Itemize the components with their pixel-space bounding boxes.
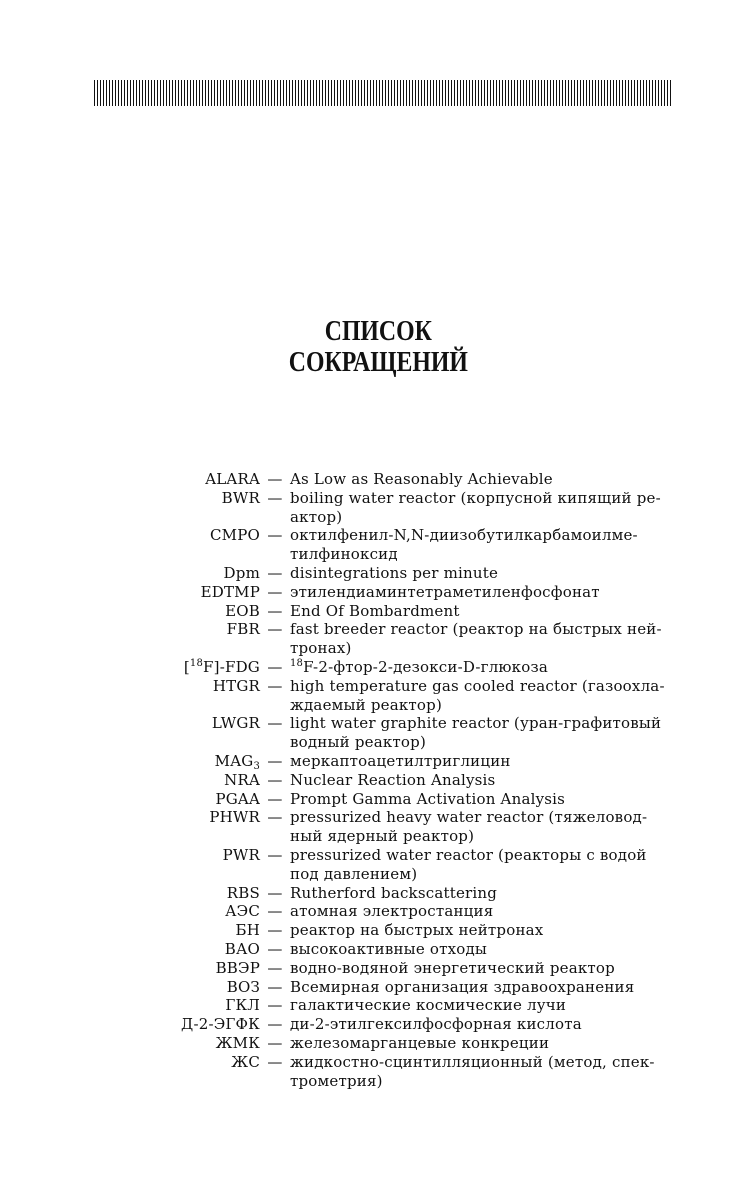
list-item [160,470,680,489]
abbreviation: PWR [222,845,260,864]
definition [290,921,680,940]
abbreviation-part: F]-FDG [203,657,260,676]
em-dash: — [267,845,283,864]
abbreviation: БН [235,921,260,940]
abbreviation: ВАО [224,939,260,958]
abbreviation: RBS [226,883,260,902]
definition-text: ди-2-этилгексилфосфорная кислота [290,1015,582,1034]
list-item [160,1053,680,1091]
em-dash: — [267,808,283,827]
list-item [160,940,680,959]
list-item [160,677,680,715]
definition-text: Nuclear Reaction Analysis [290,770,496,789]
definition-text: Rutherford backscattering [290,883,498,902]
abbreviation: ГКЛ [225,996,260,1015]
definition [290,1053,680,1091]
abbreviation [160,658,260,677]
definition-text: Всемирная организация здравоохранения [290,977,635,996]
definition-continuation: трометрия) [290,1071,383,1090]
list-item [160,752,680,771]
em-dash: — [267,789,283,808]
abbreviation-superscript: 18 [189,657,204,669]
definition [290,1034,680,1053]
abbreviation: ALARA [205,470,260,488]
definition-text: железомарганцевые конкреции [290,1033,550,1052]
list-item [160,620,680,658]
definition [290,959,680,978]
definition-text: октилфенил-N,N-диизобутилкарбамоилме- [290,526,638,545]
definition [290,771,680,790]
em-dash: — [267,620,283,639]
em-dash: — [267,601,283,620]
list-item [160,996,680,1015]
list-item [160,583,680,602]
definition-text: light water graphite reactor (уран-графитовый [290,714,662,733]
definition-text: водно-водяной энергетический реактор [290,958,615,977]
definition [290,526,680,564]
list-item [160,846,680,884]
list-item [160,714,680,752]
abbreviation: BWR [221,488,260,507]
abbreviation: ЖМК [215,1033,260,1052]
definition-superscript: 18 [290,657,304,669]
definition-text: этилендиаминтетраметиленфосфонат [290,582,600,601]
definition-text: Prompt Gamma Activation Analysis [290,789,566,808]
definition-continuation: водный реактор) [290,733,426,752]
definition [290,978,680,997]
em-dash: — [267,1052,283,1071]
definition-text: fast breeder reactor (реактор на быстрых ней- [290,620,662,639]
list-item [160,526,680,564]
abbreviation-list [160,470,680,1090]
definition [290,902,680,921]
list-item [160,602,680,621]
em-dash: — [267,751,283,770]
em-dash: — [267,939,283,958]
definition [290,996,680,1015]
definition-text: As Low as Reasonably Achievable [290,470,553,488]
abbreviation: NRA [224,770,260,789]
definition [290,752,680,771]
em-dash: — [267,470,283,488]
list-item [160,658,680,677]
abbreviation: ВВЭР [215,958,260,977]
definition [290,940,680,959]
header-rule [94,80,672,106]
em-dash: — [267,770,283,789]
definition [290,602,680,621]
definition [290,564,680,583]
abbreviation: FBR [226,620,260,639]
abbreviation-subscript: 3 [253,760,260,772]
list-item [160,790,680,809]
definition-text: disintegrations per minute [290,563,499,582]
definition-continuation: ный ядерный реактор) [290,827,475,846]
definition-continuation: тронах) [290,639,352,658]
em-dash: — [267,902,283,921]
definition [290,714,680,752]
title-line-2: СОКРАЩЕНИЙ [288,346,468,378]
definition-continuation: ждаемый реактор) [290,695,443,714]
definition-text: высокоактивные отходы [290,939,488,958]
list-item [160,564,680,583]
em-dash: — [267,883,283,902]
abbreviation-part: MAG [214,751,254,770]
definition-text: F-2-фтор-2-дезокси-D-глюкоза [303,657,549,676]
abbreviation: ЖС [231,1052,260,1071]
list-item [160,1015,680,1034]
definition-text: реактор на быстрых нейтронах [290,921,544,940]
abbreviation: PHWR [209,808,260,827]
abbreviation: HTGR [212,676,260,695]
list-item [160,771,680,790]
definition-text: жидкостно-сцинтилляционный (метод, спек- [290,1052,655,1071]
abbreviation-part: [ [183,657,190,676]
page-title [69,316,688,378]
em-dash: — [267,1033,283,1052]
definition [290,790,680,809]
list-item [160,489,680,527]
title-line-1: СПИСОК [324,315,432,347]
definition-continuation: актор) [290,507,343,526]
definition [290,470,680,489]
definition [290,884,680,903]
list-item [160,921,680,940]
em-dash: — [267,1015,283,1034]
list-item [160,1034,680,1053]
abbreviation: EDTMP [200,582,260,601]
definition-text: pressurized heavy water reactor (тяжеловод- [290,808,648,827]
list-item [160,884,680,903]
abbreviation: АЭС [225,902,260,921]
definition-text: атомная электростанция [290,902,494,921]
definition-text: high temperature gas cooled reactor (газоохла- [290,676,665,695]
list-item [160,978,680,997]
abbreviation: Д-2-ЭГФК [181,1015,260,1034]
em-dash: — [267,921,283,940]
em-dash: — [267,582,283,601]
list-item [160,959,680,978]
em-dash: — [267,996,283,1015]
abbreviation: PGAA [215,789,260,808]
definition [290,808,680,846]
list-item [160,902,680,921]
em-dash: — [267,676,283,695]
definition-text: boiling water reactor (корпусной кипящий ре- [290,488,661,507]
abbreviation: CMPO [209,526,260,545]
definition-continuation: под давлением) [290,864,418,883]
definition-text: pressurized water reactor (реакторы с водой [290,845,647,864]
definition [290,846,680,884]
em-dash: — [267,526,283,545]
list-item [160,808,680,846]
em-dash: — [267,714,283,733]
abbreviation [160,752,260,771]
abbreviation: LWGR [211,714,260,733]
abbreviation: Dpm [223,563,260,582]
em-dash: — [267,657,283,676]
definition [290,620,680,658]
abbreviation: EOB [225,601,260,620]
definition-text: галактические космические лучи [290,996,567,1015]
em-dash: — [267,563,283,582]
definition [290,489,680,527]
abbreviation: ВОЗ [226,977,260,996]
definition [290,1015,680,1034]
em-dash: — [267,958,283,977]
definition-text: End Of Bombardment [290,601,460,620]
definition-text: меркаптоацетилтриглицин [290,751,511,770]
definition-continuation: тилфиноксид [290,545,398,564]
definition [290,677,680,715]
definition [290,658,680,677]
em-dash: — [267,977,283,996]
em-dash: — [267,488,283,507]
definition [290,583,680,602]
